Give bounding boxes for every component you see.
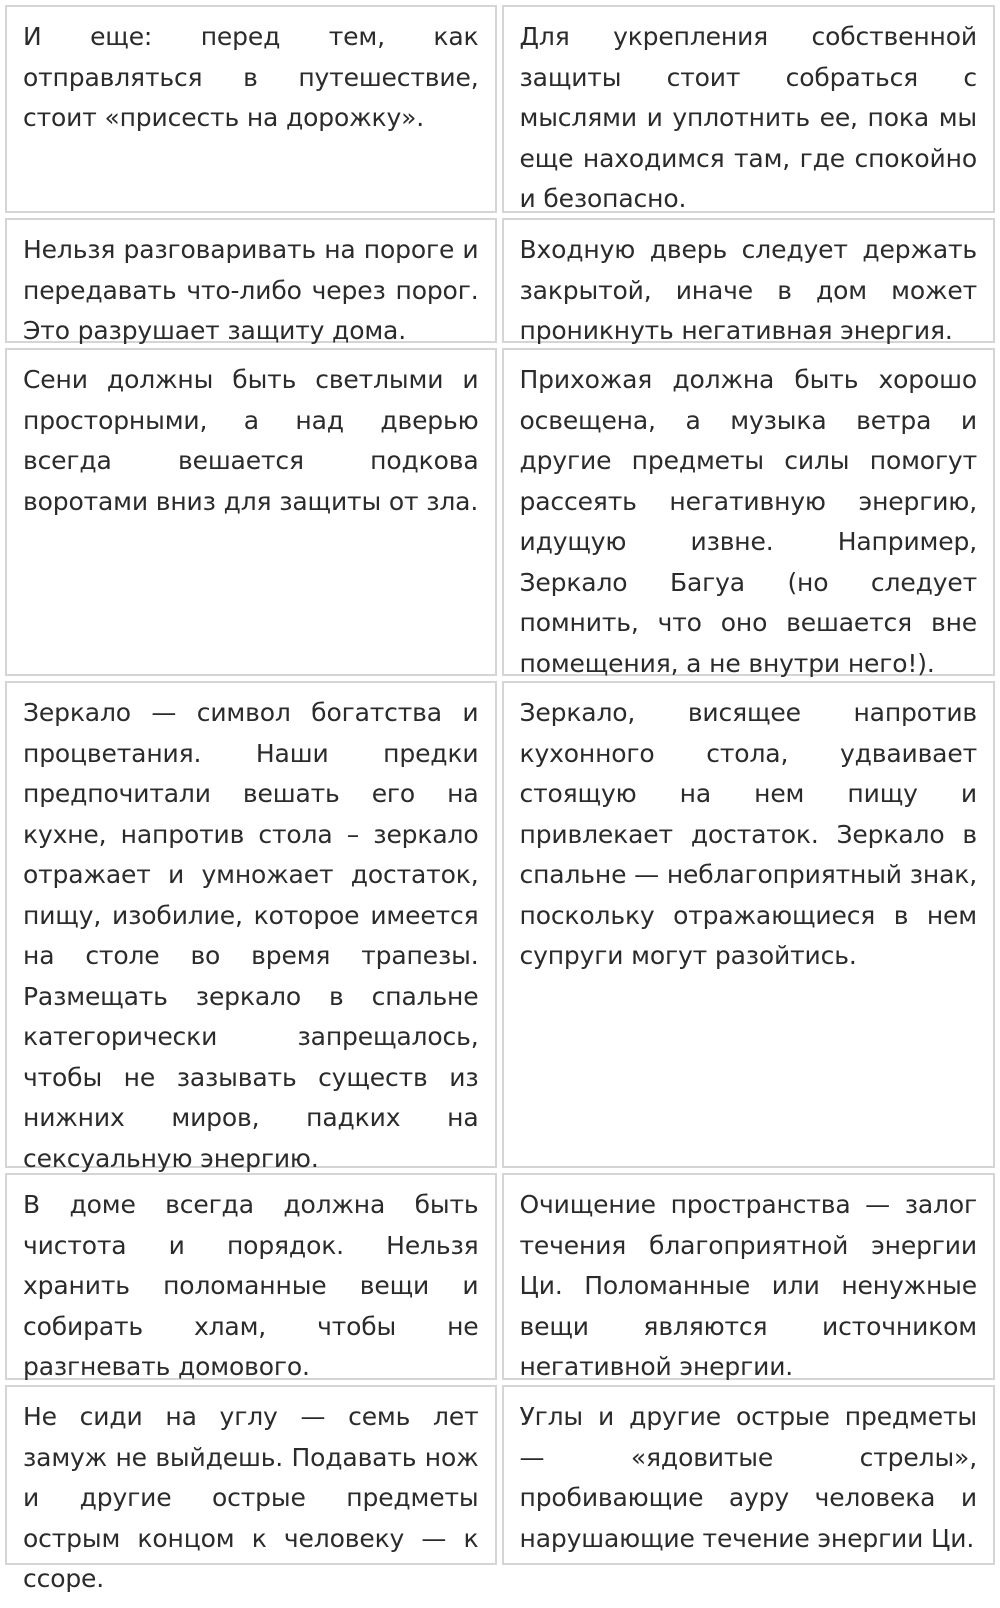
table-row [5, 348, 995, 676]
table-cell-left: Сени должны быть светлыми и просторными, а над дверью всегда вешается подкова воротами вниз для защиты от зла. [5, 348, 497, 676]
table-cell-left: В доме всегда должна быть чистота и порядок. Нельзя хранить поломанные вещи и собирать хлам, чтобы не разгневать домового. [5, 1173, 497, 1380]
table-row [5, 1385, 995, 1593]
table-row [5, 218, 995, 343]
table-cell-left: И еще: перед тем, как отправляться в путешествие, стоит «присесть на дорожку». [5, 5, 497, 213]
table-cell-right: Углы и другие острые предметы — «ядовитые стрелы», пробивающие ауру человека и нарушающие течение энергии Ци. [502, 1385, 996, 1565]
table-row [5, 681, 995, 1173]
table-cell-left: Не сиди на углу — семь лет замуж не выйдешь. Подавать нож и другие острые предметы острым концом к человеку — к ссоре. [5, 1385, 497, 1565]
table-cell-right: Очищение пространства — залог течения благоприятной энергии Ци. Поломанные или ненужные вещи являются источником негативной энергии. [502, 1173, 996, 1380]
table-cell-right: Прихожая должна быть хорошо освещена, а музыка ветра и другие предметы силы помогут рассеять негативную энергию, идущую извне. Например, Зеркало Багуа (но следует помнить, что оно вешается вне помещения, а не внутри него!). [502, 348, 996, 676]
table-cell-right: Для укрепления собственной защиты стоит собраться с мыслями и уплотнить ее, пока мы еще находимся там, где спокойно и безопасно. [502, 5, 996, 213]
table-row [5, 1173, 995, 1380]
table-cell-left: Зеркало — символ богатства и процветания. Наши предки предпочитали вешать его на кухне, напротив стола – зеркало отражает и умножает достаток, пищу, изобилие, которое имеется на столе во время трапезы. Размещать зеркало в спальне категорически запрещалось, чтобы не зазывать существ из нижних миров, падких на сексуальную энергию. [5, 681, 497, 1168]
table-cell-right: Зеркало, висящее напротив кухонного стола, удваивает стоящую на нем пищу и привлекает достаток. Зеркало в спальне — неблагоприятный знак, поскольку отражающиеся в нем супруги могут разойтись. [502, 681, 996, 1168]
table-cell-right: Входную дверь следует держать закрытой, иначе в дом может проникнуть негативная энергия. [502, 218, 996, 343]
table-cell-left: Нельзя разговаривать на пороге и передавать что-либо через порог. Это разрушает защиту дома. [5, 218, 497, 343]
table-row [5, 5, 995, 213]
